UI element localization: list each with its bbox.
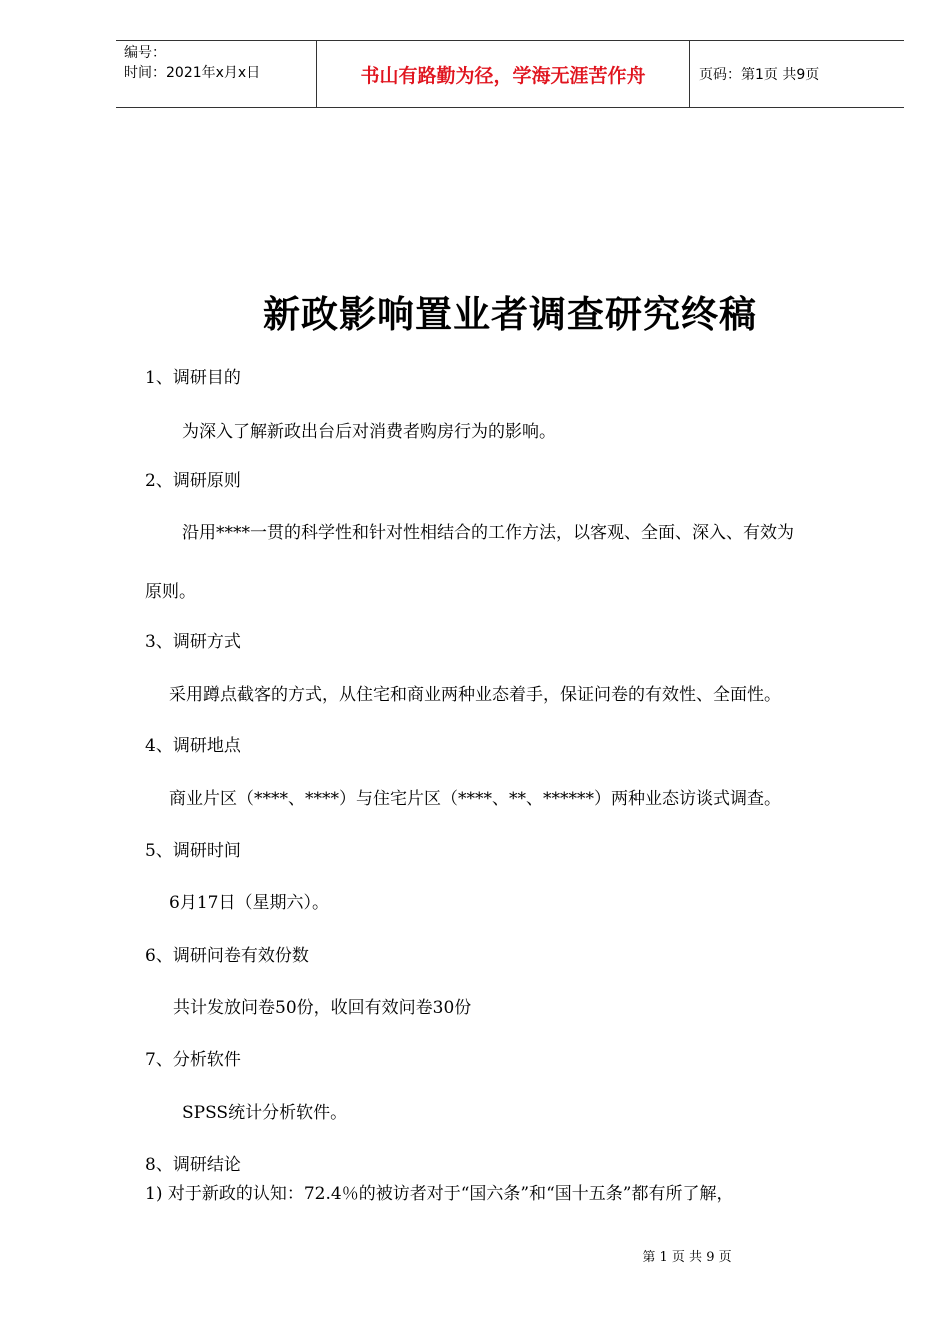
section-heading: 1、调研目的 <box>145 368 241 388</box>
section-body: 为深入了解新政出台后对消费者购房行为的影响。 <box>182 422 556 442</box>
section-heading: 3、调研方式 <box>145 632 241 652</box>
section-heading: 8、调研结论 <box>145 1155 241 1175</box>
section-body: 共计发放问卷50份，收回有效问卷30份 <box>173 998 472 1018</box>
section-heading: 5、调研时间 <box>145 841 241 861</box>
section-body: 6月17日（星期六）。 <box>169 893 329 913</box>
section-body: 采用蹲点截客的方式，从住宅和商业两种业态着手，保证问卷的有效性、全面性。 <box>169 685 781 705</box>
section-body: 沿用****一贯的科学性和针对性相结合的工作方法，以客观、全面、深入、有效为 <box>182 523 794 543</box>
page-footer: 第 1 页 共 9 页 <box>642 1250 732 1265</box>
section-heading: 2、调研原则 <box>145 471 241 491</box>
date-label: 时间：2021年x月x日 <box>124 65 261 81</box>
number-label: 编号： <box>124 45 166 61</box>
section-heading: 7、分析软件 <box>145 1050 241 1070</box>
header-page-info: 页码：第1页 共9页 <box>699 67 820 83</box>
section-body: 1) 对于新政的认知：72.4％的被访者对于“国六条”和“国十五条”都有所了解， <box>145 1184 734 1204</box>
header-left-cell <box>116 41 316 107</box>
section-heading: 4、调研地点 <box>145 736 241 756</box>
header-motto: 书山有路勤为径，学海无涯苦作舟 <box>316 41 690 107</box>
section-body: 商业片区（****、****）与住宅片区（****、**、******）两种业态访谈式调查。 <box>169 789 781 809</box>
page-header <box>116 40 904 108</box>
section-body-continued: 原则。 <box>145 582 196 602</box>
document-title: 新政影响置业者调查研究终稿 <box>263 292 757 336</box>
section-heading: 6、调研问卷有效份数 <box>145 946 309 966</box>
section-body: SPSS统计分析软件。 <box>182 1103 348 1123</box>
